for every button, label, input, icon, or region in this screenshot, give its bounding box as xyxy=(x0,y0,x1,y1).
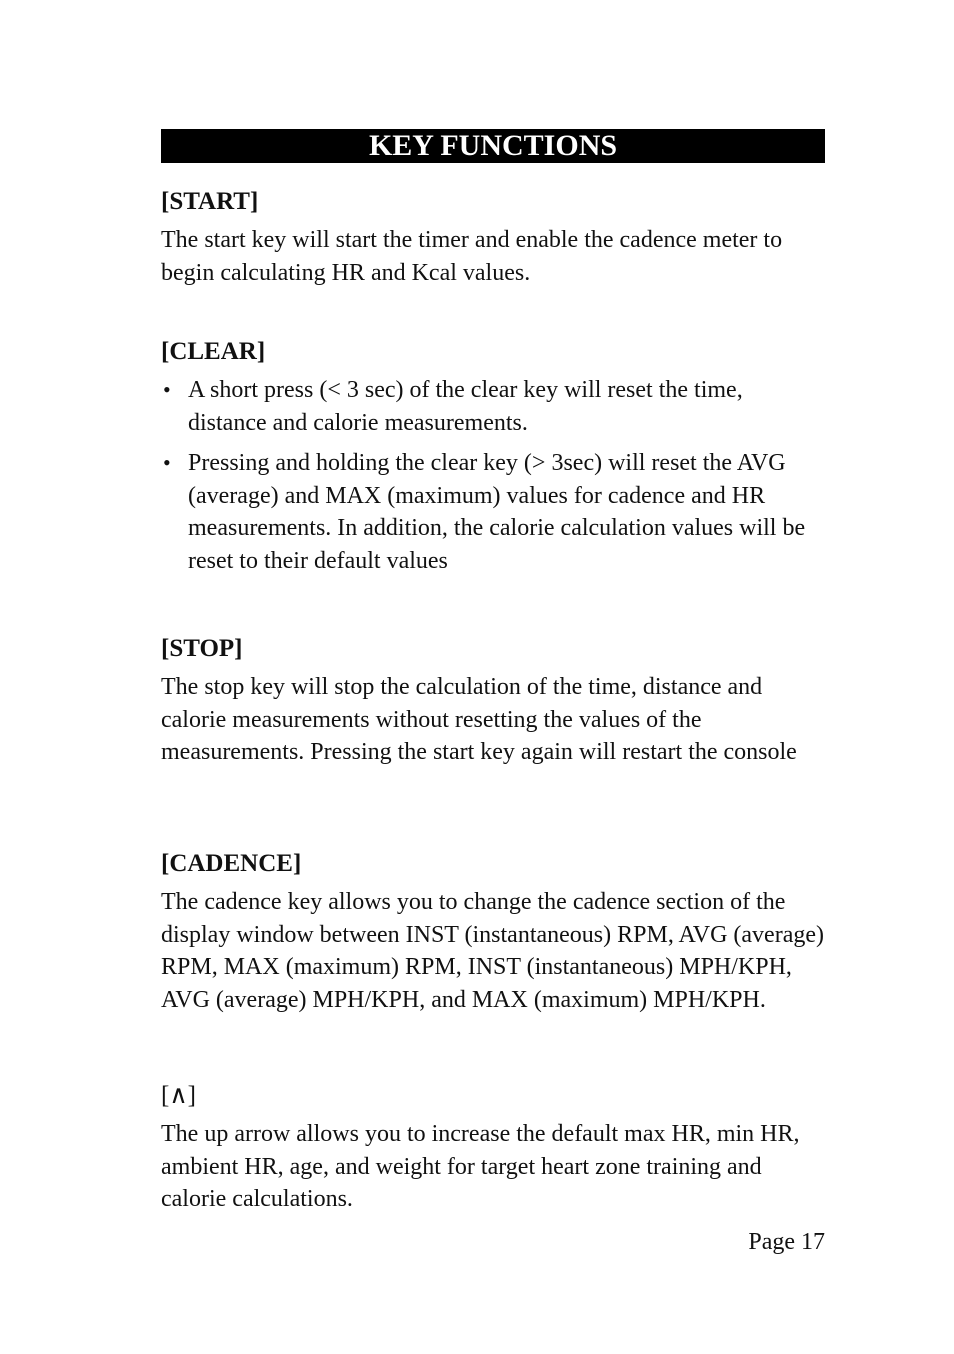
section-heading-stop: [STOP] xyxy=(161,635,243,662)
section-up-arrow xyxy=(161,1079,825,1216)
bullet-icon: • xyxy=(163,450,171,476)
section-heading-cadence: [CADENCE] xyxy=(161,850,302,877)
section-heading-up-arrow: [∧] xyxy=(161,1082,196,1109)
section-text-start: The start key will start the timer and enable the cadence meter to begin calculating HR and Kcal values. xyxy=(161,227,783,286)
bullet-text: Pressing and holding the clear key (> 3sec) will reset the AVG (average) and MAX (maximum) values for cadence and HR measurements. In addition, the calorie calculation values will be reset to their default values xyxy=(188,450,806,574)
clear-bullet-list xyxy=(161,374,825,578)
page-number: Page 17 xyxy=(748,1229,825,1255)
section-heading-clear: [CLEAR] xyxy=(161,338,266,365)
list-item xyxy=(161,374,825,439)
page xyxy=(161,129,825,1213)
section-clear xyxy=(161,335,825,586)
bullet-icon: • xyxy=(163,377,171,402)
section-text-cadence: The cadence key allows you to change the cadence section of the display window between INST (instantaneous) RPM, AVG (average) RPM, MAX (maximum) RPM, INST (instantaneous) MPH/KPH, AVG (average) MPH/KPH, and MAX (maximum) MPH/KPH. xyxy=(161,889,824,1013)
bullet-text: A short press (< 3 sec) of the clear key will reset the time, distance and calorie measurements. xyxy=(188,377,743,436)
section-heading-start: [START] xyxy=(161,188,259,215)
section-text-stop: The stop key will stop the calculation of the time, distance and calorie measurements without resetting the values of the measurements. Pressing the start key again will restart the console xyxy=(161,674,797,766)
section-text-up-arrow: The up arrow allows you to increase the default max HR, min HR, ambient HR, age, and weight for target heart zone training and calorie calculations. xyxy=(161,1121,800,1213)
page-title: KEY FUNCTIONS xyxy=(161,129,825,163)
section-stop xyxy=(161,632,825,769)
section-start xyxy=(161,185,825,289)
list-item xyxy=(161,447,825,577)
section-cadence xyxy=(161,847,825,1016)
